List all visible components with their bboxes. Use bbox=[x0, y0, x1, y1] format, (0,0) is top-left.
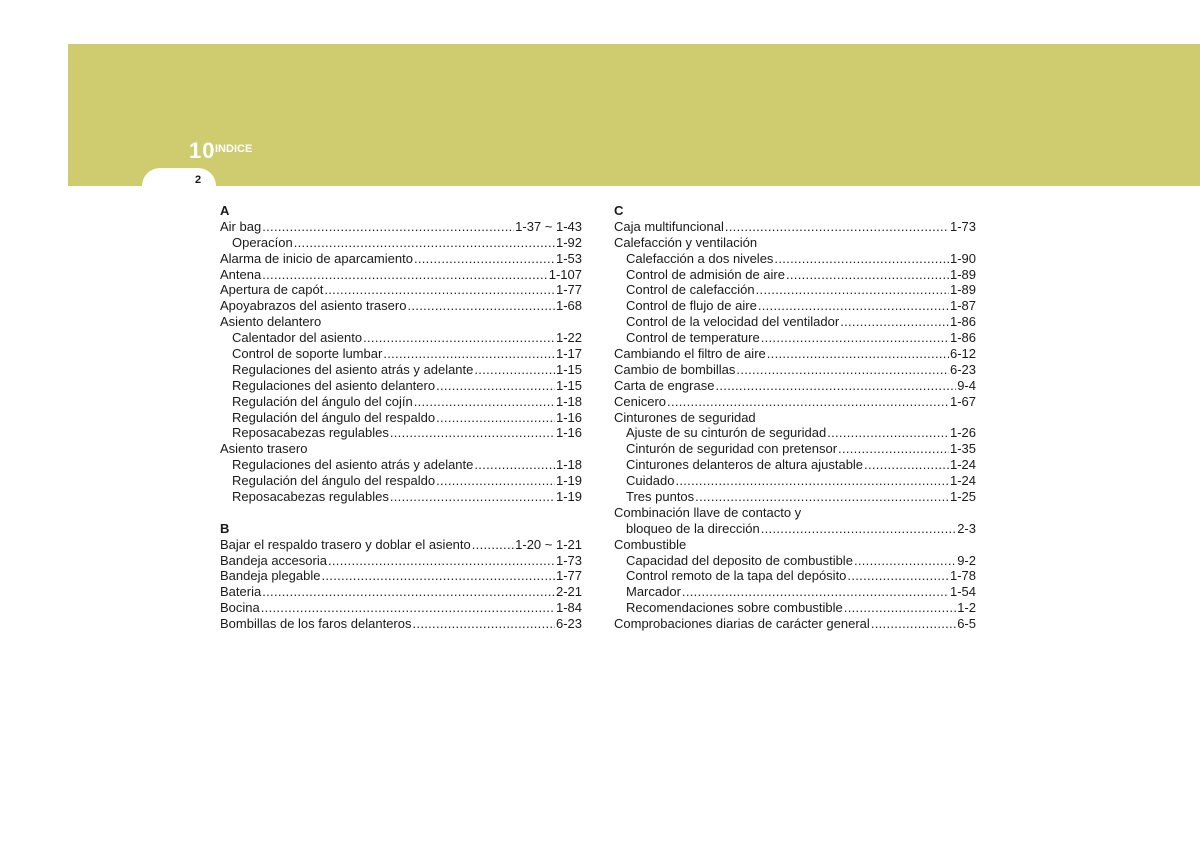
index-heading: Calefacción y ventilación bbox=[614, 234, 758, 250]
index-entry[interactable]: Antena ..... 1-107 bbox=[220, 267, 582, 283]
index-heading: Asiento delantero bbox=[220, 314, 322, 330]
index-entry[interactable]: Carta de engrase ..... 9-4 bbox=[614, 378, 976, 394]
index-subentry[interactable]: Reposacabezas regulables ..... 1-19 bbox=[220, 489, 582, 505]
index-subentry[interactable]: Control de flujo de aire ..... 1-87 bbox=[614, 298, 976, 314]
index-entry[interactable]: Apoyabrazos del asiento trasero ..... 1-68 bbox=[220, 298, 582, 314]
index-column-right bbox=[614, 203, 976, 632]
index-subentry[interactable]: Regulación del ángulo del cojín ..... 1-18 bbox=[220, 394, 582, 410]
chapter-title: INDICE bbox=[215, 143, 253, 155]
index-entry[interactable]: Bajar el respaldo trasero y doblar el asiento ..... 1-20 ~ 1-21 bbox=[220, 537, 582, 553]
page-number: 2 bbox=[195, 174, 202, 186]
index-subentry[interactable]: Control de admisión de aire ..... 1-89 bbox=[614, 267, 976, 283]
index-subentry[interactable]: Cuidado ..... 1-24 bbox=[614, 473, 976, 489]
index-entry[interactable]: Comprobaciones diarias de carácter general ..... 6-5 bbox=[614, 616, 976, 632]
index-heading: Combinación llave de contacto y bbox=[614, 504, 802, 520]
index-entry[interactable]: Cenicero ..... 1-67 bbox=[614, 394, 976, 410]
index-subentry[interactable]: Control de la velocidad del ventilador ..... 1-86 bbox=[614, 314, 976, 330]
index-subentry[interactable]: Marcador ..... 1-54 bbox=[614, 584, 976, 600]
index-subentry[interactable]: Control de calefacción ..... 1-89 bbox=[614, 282, 976, 298]
index-subentry[interactable]: bloqueo de la dirección ..... 2-3 bbox=[614, 521, 976, 537]
index-subentry[interactable]: Ajuste de su cinturón de seguridad ..... 1-26 bbox=[614, 425, 976, 441]
page-tab bbox=[142, 168, 216, 190]
section-letter-c: C bbox=[614, 203, 624, 218]
index-subentry[interactable]: Control de soporte lumbar ..... 1-17 bbox=[220, 346, 582, 362]
index-subentry[interactable]: Tres puntos ..... 1-25 bbox=[614, 489, 976, 505]
index-subentry[interactable]: Recomendaciones sobre combustible ..... 1-2 bbox=[614, 600, 976, 616]
section-gap bbox=[220, 505, 582, 521]
index-subentry[interactable]: Regulaciones del asiento delantero ..... 1-15 bbox=[220, 378, 582, 394]
index-entry[interactable]: Air bag ..... 1-37 ~ 1-43 bbox=[220, 219, 582, 235]
index-heading: Asiento trasero bbox=[220, 441, 308, 457]
index-subentry[interactable]: Regulación del ángulo del respaldo ..... 1-19 bbox=[220, 473, 582, 489]
index-subentry[interactable]: Cinturones delanteros de altura ajustable ..... 1-24 bbox=[614, 457, 976, 473]
section-letter-a: A bbox=[220, 203, 230, 218]
index-entry[interactable]: Bocina ..... 1-84 bbox=[220, 600, 582, 616]
index-entry[interactable]: Bandeja plegable ..... 1-77 bbox=[220, 568, 582, 584]
index-subentry[interactable]: Control de temperature ..... 1-86 bbox=[614, 330, 976, 346]
index-heading: Cinturones de seguridad bbox=[614, 409, 756, 425]
index-entry[interactable]: Bateria ..... 2-21 bbox=[220, 584, 582, 600]
chapter-number: 10 bbox=[189, 138, 216, 163]
index-entry[interactable]: Bandeja accesoria ..... 1-73 bbox=[220, 553, 582, 569]
index-entry[interactable]: Apertura de capót ..... 1-77 bbox=[220, 282, 582, 298]
index-entry[interactable]: Alarma de inicio de aparcamiento ..... 1-53 bbox=[220, 251, 582, 267]
index-column-left bbox=[220, 203, 582, 632]
index-subentry[interactable]: Control remoto de la tapa del depósito ..... 1-78 bbox=[614, 568, 976, 584]
index-subentry[interactable]: Operacíon ..... 1-92 bbox=[220, 235, 582, 251]
section-letter-b: B bbox=[220, 520, 230, 536]
index-subentry[interactable]: Capacidad del deposito de combustible ..... 9-2 bbox=[614, 553, 976, 569]
index-entry[interactable]: Bombillas de los faros delanteros ..... 6-23 bbox=[220, 616, 582, 632]
index-entry[interactable]: Cambio de bombillas ..... 6-23 bbox=[614, 362, 976, 378]
index-subentry[interactable]: Cinturón de seguridad con pretensor ..... 1-35 bbox=[614, 441, 976, 457]
index-subentry[interactable]: Calentador del asiento ..... 1-22 bbox=[220, 330, 582, 346]
index-entry[interactable]: Caja multifuncional ..... 1-73 bbox=[614, 219, 976, 235]
index-heading: Combustible bbox=[614, 536, 687, 552]
index-subentry[interactable]: Regulaciones del asiento atrás y adelante ..... 1-18 bbox=[220, 457, 582, 473]
index-entry[interactable]: Cambiando el filtro de aire ..... 6-12 bbox=[614, 346, 976, 362]
header-band bbox=[68, 44, 1200, 186]
index-subentry[interactable]: Calefacción a dos niveles ..... 1-90 bbox=[614, 251, 976, 267]
index-subentry[interactable]: Reposacabezas regulables ..... 1-16 bbox=[220, 425, 582, 441]
index-subentry[interactable]: Regulaciones del asiento atrás y adelante ..... 1-15 bbox=[220, 362, 582, 378]
index-subentry[interactable]: Regulación del ángulo del respaldo ..... 1-16 bbox=[220, 410, 582, 426]
